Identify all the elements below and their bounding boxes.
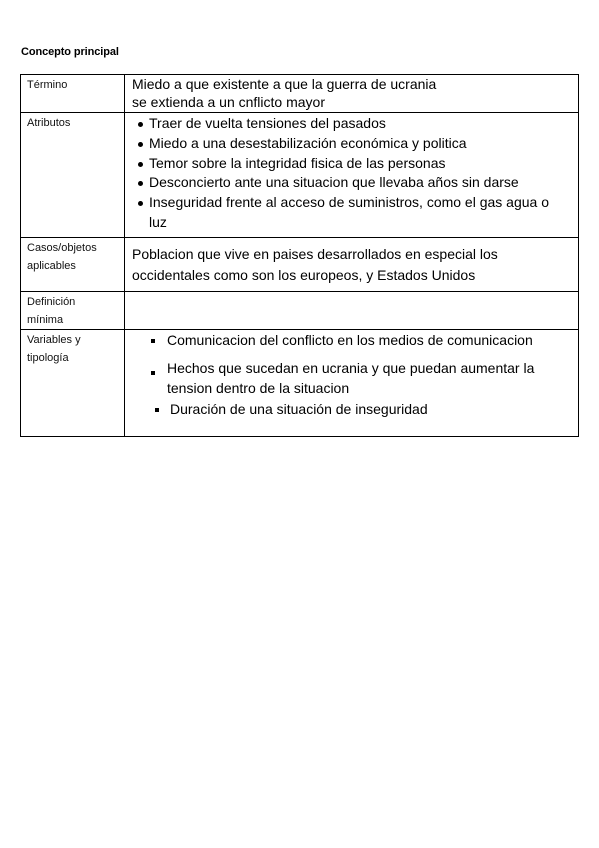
casos-line: Poblacion que vive en paises desarrollados en especial los <box>132 246 498 262</box>
row-variables <box>21 330 579 437</box>
bullet-icon <box>151 339 155 343</box>
row-atributos <box>21 113 579 238</box>
termino-line: Miedo a que existente a que la guerra de ucrania <box>132 76 437 92</box>
bullet-icon <box>138 122 143 127</box>
atributos-list <box>135 113 560 233</box>
label-atributos: Atributos <box>21 113 125 238</box>
concept-table <box>20 74 579 437</box>
casos-line: occidentales como son los europeos, y Estados Unidos <box>132 267 476 283</box>
bullet-icon <box>138 142 143 147</box>
bullet-icon <box>155 408 159 412</box>
value-definicion <box>125 292 579 330</box>
list-item: Duración de una situación de inseguridad <box>129 399 568 419</box>
value-termino <box>125 75 579 113</box>
variables-list <box>129 330 568 419</box>
list-item: Traer de vuelta tensiones del pasados <box>135 114 560 134</box>
value-atributos <box>125 113 579 238</box>
list-item: Inseguridad frente al acceso de suministros, como el gas agua o luz <box>135 193 560 233</box>
row-definicion <box>21 292 579 330</box>
label-variables: Variables y tipología <box>21 330 125 437</box>
list-item: Temor sobre la integridad fisica de las personas <box>135 154 560 174</box>
bullet-icon <box>151 371 155 375</box>
row-termino <box>21 75 579 113</box>
termino-line: se extienda a un cnflicto mayor <box>132 94 325 110</box>
bullet-icon <box>138 201 143 206</box>
list-item: Comunicacion del conflicto en los medios de comunicacion <box>129 330 568 350</box>
label-casos: Casos/objetos aplicables <box>21 238 125 292</box>
bullet-icon <box>138 181 143 186</box>
label-termino: Término <box>21 75 125 113</box>
value-variables <box>125 330 579 437</box>
page-title: Concepto principal <box>21 46 119 58</box>
list-item: Hechos que sucedan en ucrania y que puedan aumentar la tension dentro de la situacion <box>129 358 568 398</box>
value-casos <box>125 238 579 292</box>
list-item: Desconcierto ante una situacion que llevaba años sin darse <box>135 173 560 193</box>
list-item: Miedo a una desestabilización económica y politica <box>135 134 560 154</box>
bullet-icon <box>138 162 143 167</box>
label-definicion: Definición mínima <box>21 292 125 330</box>
row-casos <box>21 238 579 292</box>
